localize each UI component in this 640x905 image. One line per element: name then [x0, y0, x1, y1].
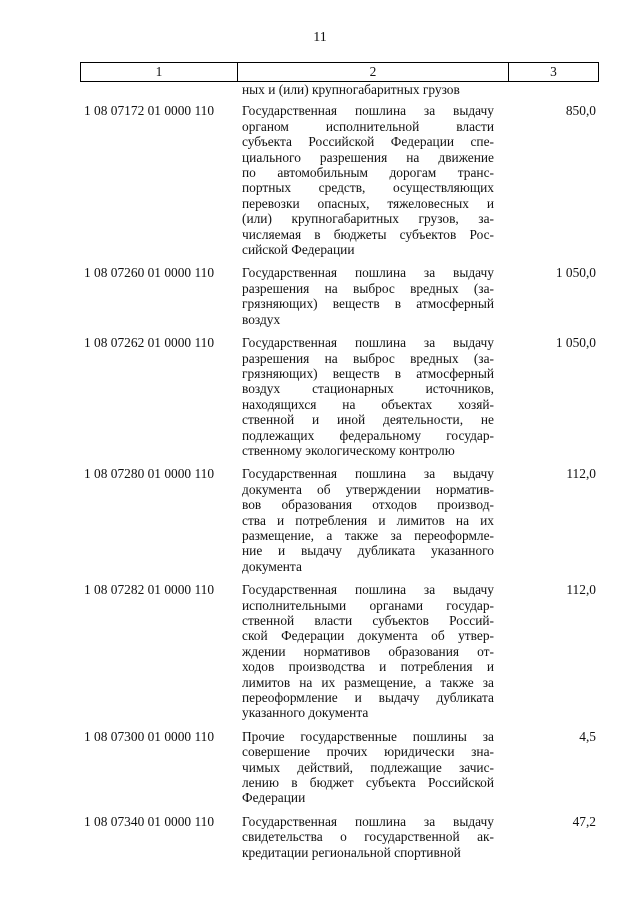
budget-code: 1 08 07282 01 0000 110: [84, 582, 215, 598]
income-description: [242, 814, 494, 860]
table-row: [80, 265, 599, 327]
description-line: субъекта Российской Федерации спе-: [242, 134, 494, 150]
page-number: 11: [313, 30, 327, 45]
description-line: Государственная пошлина за выдачу: [242, 466, 494, 482]
description-line: Государственная пошлина за выдачу: [242, 813, 494, 829]
description-line: чимых действий, подлежащие зачис-: [242, 759, 494, 775]
description-line: разрешения на выброс вредных (за-: [242, 350, 494, 366]
description-line: грязняющих) веществ в атмосферный: [242, 296, 494, 312]
income-description: [242, 265, 494, 327]
description-line: документа об утверждении норматив-: [242, 481, 494, 497]
description-line: грязняющих) веществ в атмосферный: [242, 365, 494, 381]
description-line: указанного документа: [242, 705, 369, 721]
budget-code: 1 08 07340 01 0000 110: [84, 813, 215, 829]
description-line: Федерации: [242, 790, 306, 806]
description-line: сийской Федерации: [242, 242, 355, 258]
description-line: подлежащих федеральному государ-: [242, 427, 494, 443]
description-line: по автомобильным дорогам транс-: [242, 165, 494, 181]
description-line: свидетельства о государственной ак-: [242, 829, 494, 845]
header-col-1: 1: [81, 63, 238, 81]
description-line: воздух стационарных источников,: [242, 381, 494, 397]
budget-code: 1 08 07280 01 0000 110: [84, 466, 215, 482]
description-line: ние и выдачу дубликата указанного: [242, 543, 494, 559]
description-line: Государственная пошлина за выдачу: [242, 582, 494, 598]
description-line: разрешения на выброс вредных (за-: [242, 280, 494, 296]
amount: 47,2: [572, 813, 596, 829]
description-line: ственному экологическому контролю: [242, 442, 455, 458]
description-line: Государственная пошлина за выдачу: [242, 103, 494, 119]
table-row: [80, 466, 599, 574]
amount: 112,0: [566, 466, 596, 482]
income-description: [242, 582, 494, 721]
table-row: [80, 103, 599, 257]
description-line: Государственная пошлина за выдачу: [242, 335, 494, 351]
description-line: портных средств, осуществляющих: [242, 180, 494, 196]
income-description: [242, 335, 494, 458]
continuation-description: [242, 82, 494, 97]
table-row: [80, 335, 599, 458]
budget-code: 1 08 07172 01 0000 110: [84, 103, 215, 119]
budget-code: 1 08 07300 01 0000 110: [84, 728, 215, 744]
amount: 850,0: [565, 103, 596, 119]
description-line: вов образования отходов производ-: [242, 497, 494, 513]
table-body: [80, 82, 599, 868]
budget-code: 1 08 07260 01 0000 110: [84, 265, 215, 281]
description-line: совершение прочих юридически зна-: [242, 744, 494, 760]
budget-code: 1 08 07262 01 0000 110: [84, 335, 215, 351]
description-line: ходов производства и потребления и: [242, 659, 494, 675]
description-line: лению в бюджет субъекта Российской: [242, 775, 494, 791]
description-line: воздух: [242, 311, 281, 327]
description-line: Прочие государственные пошлины за: [242, 728, 494, 744]
continuation-row: [80, 82, 599, 97]
header-col-2: 2: [238, 63, 509, 81]
description-line: циального разрешения на движение: [242, 149, 494, 165]
header-col-3: 3: [550, 64, 557, 79]
income-description: [242, 729, 494, 806]
description-line: ственной и иной деятельности, не: [242, 412, 494, 428]
description-line: органом исполнительной власти: [242, 118, 494, 134]
description-line: лимитов на их размещение, а также за: [242, 674, 494, 690]
income-description: [242, 466, 494, 574]
table-header-row: [80, 62, 599, 82]
amount: 1 050,0: [555, 265, 596, 281]
description-line: исполнительными органами государ-: [242, 597, 494, 613]
table-row: [80, 729, 599, 806]
description-line: документа: [242, 558, 302, 574]
table-row: [80, 582, 599, 721]
income-description: [242, 103, 494, 257]
description-line: ных и (или) крупногабаритных грузов: [242, 82, 460, 97]
description-line: переоформление и выдачу дубликата: [242, 690, 494, 706]
description-line: перевозки опасных, тяжеловесных и: [242, 195, 494, 211]
description-line: числяемая в бюджеты субъектов Рос-: [242, 226, 494, 242]
description-line: размещение, а также за переоформле-: [242, 527, 494, 543]
amount: 4,5: [579, 728, 596, 744]
description-line: находящихся на объектах хозяй-: [242, 396, 494, 412]
description-line: ждении нормативов образования от-: [242, 643, 494, 659]
amount: 112,0: [566, 582, 596, 598]
table-row: [80, 814, 599, 860]
description-line: Государственная пошлина за выдачу: [242, 265, 494, 281]
description-line: (или) крупногабаритных грузов, за-: [242, 211, 494, 227]
description-line: кредитации региональной спортивной: [242, 844, 461, 860]
description-line: ской Федерации документа об утвер-: [242, 628, 494, 644]
amount: 1 050,0: [555, 335, 596, 351]
description-line: ства и потребления и лимитов на их: [242, 512, 494, 528]
description-line: ственной власти субъектов Россий-: [242, 613, 494, 628]
